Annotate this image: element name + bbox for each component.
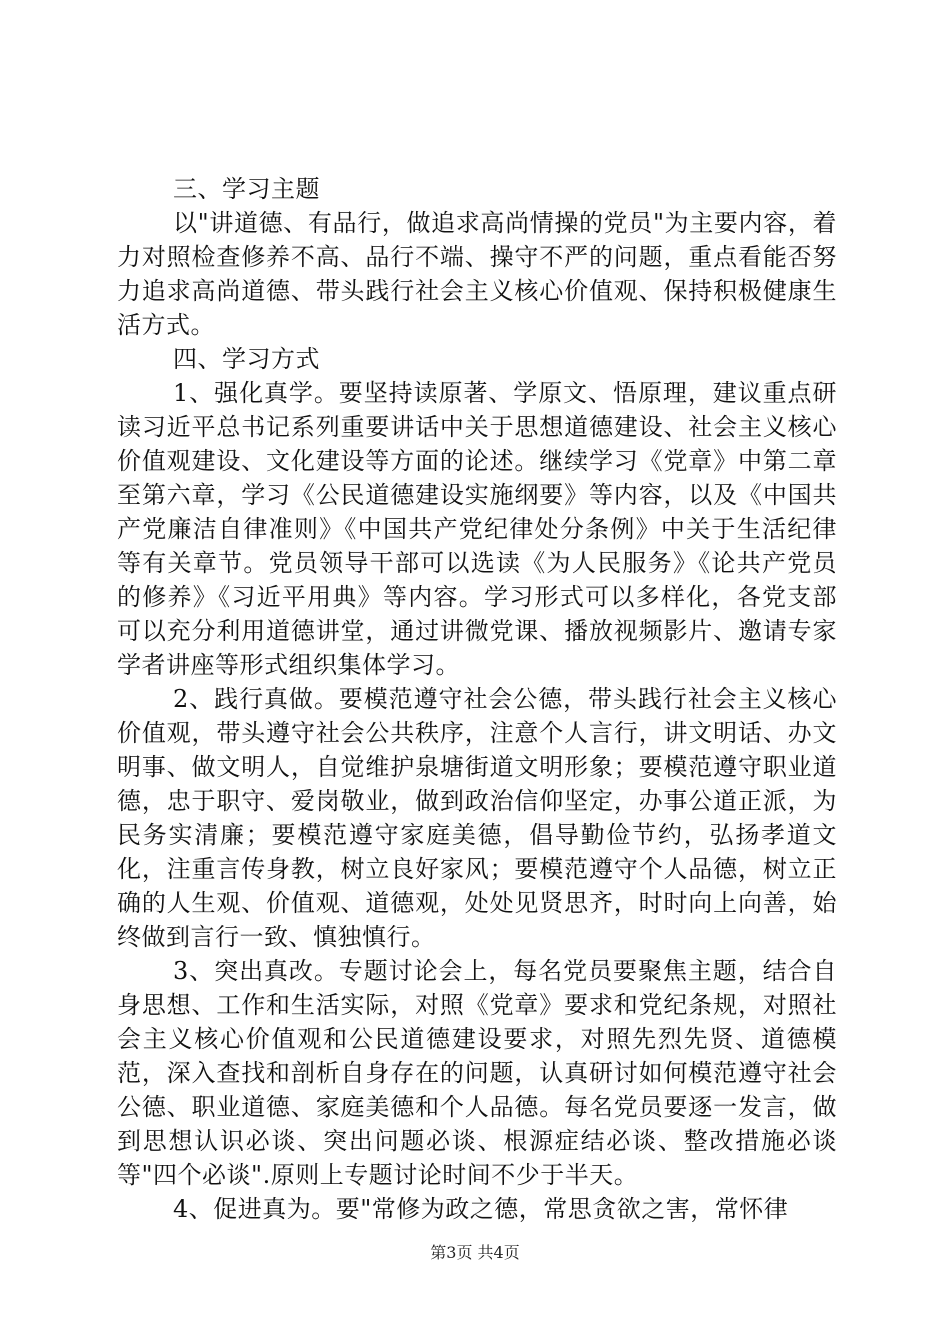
- page-number-footer: 第3页 共4页: [430, 1243, 520, 1262]
- section-heading-methods: 四、学习方式: [173, 345, 320, 373]
- paragraph-theme: 以"讲道德、有品行，做追求高尚情操的党员"为主要内容，着力对照检查修养不高、品行不端、操守不严的问题，重点看能否努力追求高尚道德、带头践行社会主义核心价值观、保持积极健康生活方式。: [117, 209, 837, 339]
- paragraph-method-4: 4、促进真为。要"常修为政之德，常思贪欲之害，常怀律: [173, 1195, 789, 1223]
- paragraph-method-3: 3、突出真改。专题讨论会上，每名党员要聚焦主题，结合自身思想、工作和生活实际，对照《党章》要求和党纪条规，对照社会主义核心价值观和公民道德建设要求，对照先烈先贤、道德模范，深入查找和剖析自身存在的问题，认真研讨如何模范遵守社会公德、职业道德、家庭美德和个人品德。每名党员要逐一发言，做到思想认识必谈、突出问题必谈、根源症结必谈、整改措施必谈等"四个必谈".原则上专题讨论时间不少于半天。: [117, 957, 837, 1189]
- paragraph-method-1: 1、强化真学。要坚持读原著、学原文、悟原理，建议重点研读习近平总书记系列重要讲话中关于思想道德建设、社会主义核心价值观建设、文化建设等方面的论述。继续学习《党章》中第二章至第六章，学习《公民道德建设实施纲要》等内容，以及《中国共产党廉洁自律准则》《中国共产党纪律处分条例》中关于生活纪律等有关章节。党员领导干部可以选读《为人民服务》《论共产党员的修养》《习近平用典》等内容。学习形式可以多样化，各党支部可以充分利用道德讲堂，通过讲微党课、播放视频影片、邀请专家学者讲座等形式组织集体学习。: [117, 379, 837, 679]
- document-body: [117, 172, 837, 1226]
- section-heading-theme: 三、学习主题: [173, 175, 320, 203]
- paragraph-method-2: 2、践行真做。要模范遵守社会公德，带头践行社会主义核心价值观，带头遵守社会公共秩序，注意个人言行，讲文明话、办文明事、做文明人，自觉维护泉塘街道文明形象；要模范遵守职业道德，忠于职守、爱岗敬业，做到政治信仰坚定，办事公道正派，为民务实清廉；要模范遵守家庭美德，倡导勤俭节约，弘扬孝道文化，注重言传身教，树立良好家风；要模范遵守个人品德，树立正确的人生观、价值观、道德观，处处见贤思齐，时时向上向善，始终做到言行一致、慎独慎行。: [117, 685, 837, 951]
